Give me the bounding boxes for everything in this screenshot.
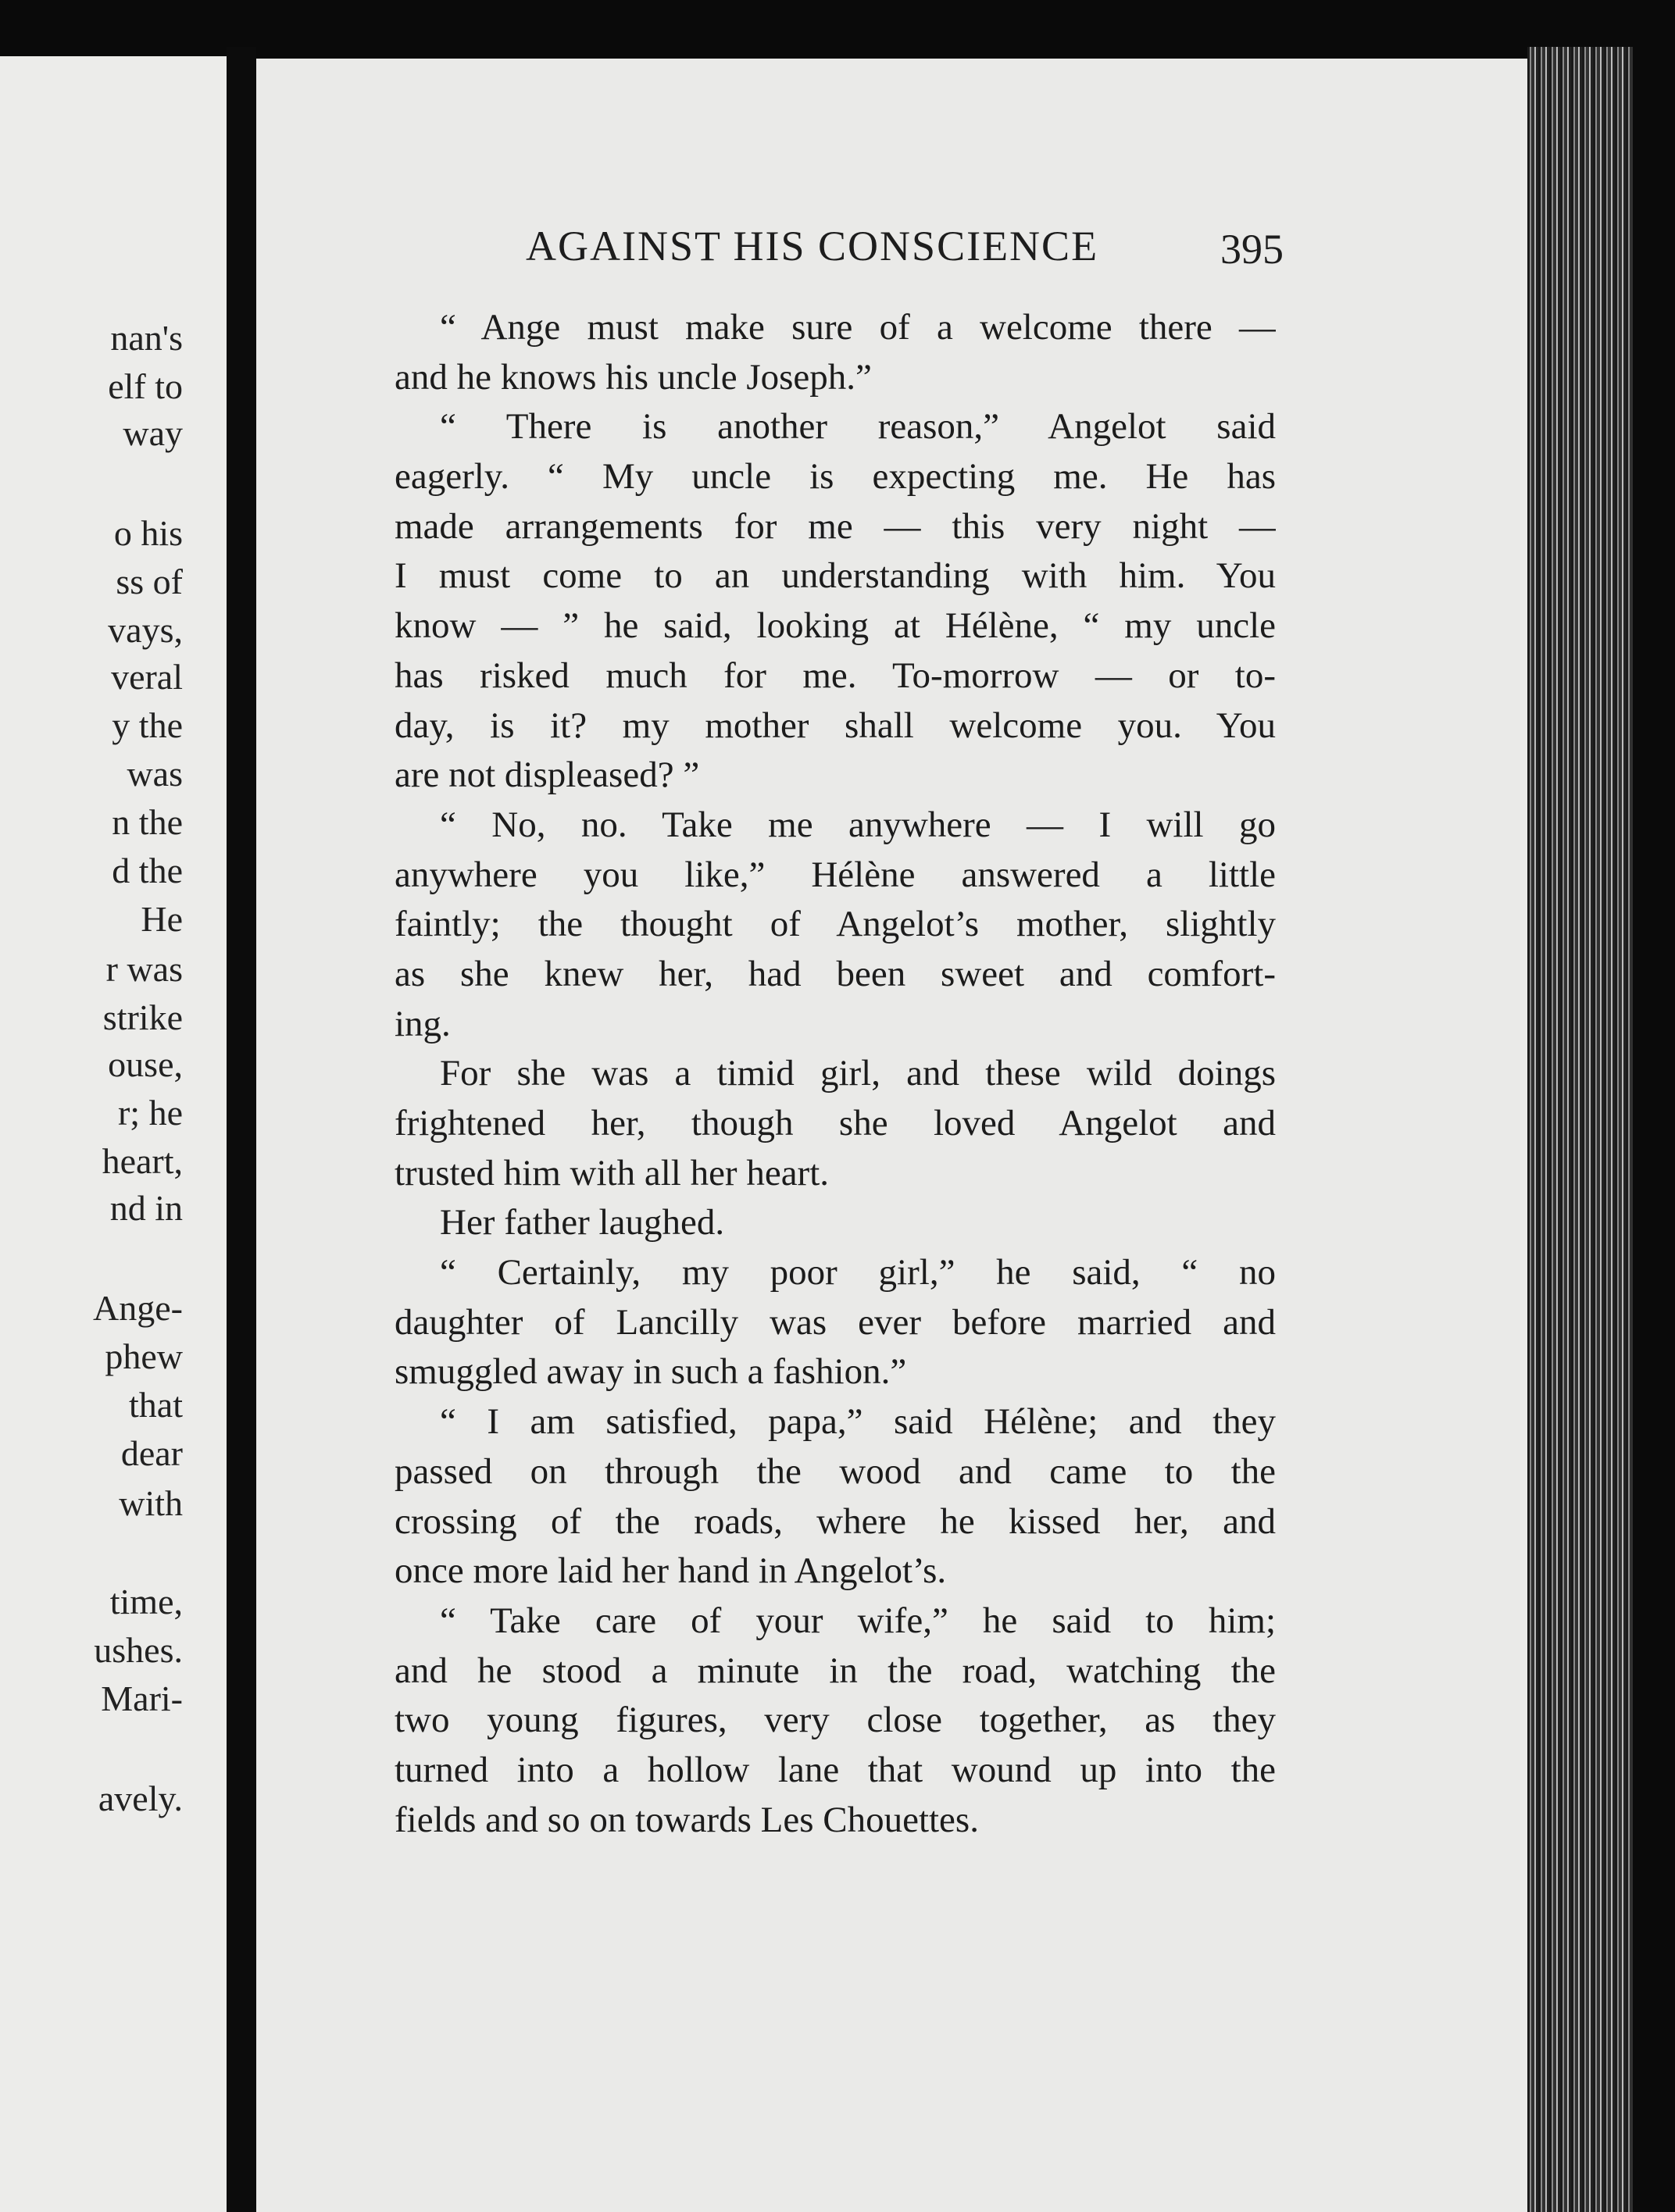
text-line: are not displeased? ” <box>395 755 700 796</box>
book-gutter <box>227 47 256 2212</box>
text-line: “ No, no. Take me anywhere — I will go <box>440 804 1276 845</box>
left-page-fragment: nd in <box>109 1188 183 1228</box>
text-line: has risked much for me. To-morrow — or to- <box>395 655 1276 696</box>
left-page-fragment: r was <box>105 949 183 989</box>
left-page-fragment: veral <box>111 657 183 697</box>
text-line: “ There is another reason,” Angelot said <box>440 406 1276 448</box>
body-text <box>395 303 1276 1845</box>
text-line: frightened her, though she loved Angelot and <box>395 1103 1276 1143</box>
text-line: smuggled away in such a fashion.” <box>395 1351 907 1393</box>
text-line: “ Take care of your wife,” he said to him; <box>440 1600 1276 1641</box>
left-page-fragment: Mari- <box>101 1679 183 1718</box>
left-page-fragment: r; he <box>117 1093 183 1133</box>
left-page-fragment: ouse, <box>108 1044 183 1084</box>
text-line: and he stood a minute in the road, watching the <box>395 1650 1276 1691</box>
text-line: daughter of Lancilly was ever before married and <box>395 1301 1276 1343</box>
text-line: crossing of the roads, where he kissed her, and <box>395 1500 1276 1542</box>
left-page-fragment: Ange- <box>93 1288 183 1328</box>
left-page-fragment: n the <box>112 802 183 842</box>
left-page-fragment: He <box>141 899 183 939</box>
page-number: 395 <box>1220 226 1284 273</box>
edge-shadow <box>1633 47 1675 2212</box>
text-line: once more laid her hand in Angelot’s. <box>395 1550 947 1592</box>
text-line: trusted him with all her heart. <box>395 1152 830 1193</box>
left-page-fragment: was <box>127 754 183 794</box>
text-line: “ I am satisfied, papa,” said Hélène; and they <box>440 1401 1276 1443</box>
left-page-fragment: dear <box>120 1433 183 1473</box>
left-page-fragment: vays, <box>108 610 183 650</box>
left-page <box>0 56 227 2212</box>
left-page-fragment: that <box>129 1385 183 1425</box>
text-line: two young figures, very close together, as they <box>395 1700 1276 1741</box>
text-line: I must come to an understanding with him. You <box>395 555 1276 597</box>
left-page-fragment: ss of <box>116 562 183 601</box>
left-page-fragment: d the <box>112 851 183 890</box>
left-page-fragment: ushes. <box>94 1630 183 1670</box>
text-line: made arrangements for me — this very night — <box>395 505 1276 547</box>
text-line: as she knew her, had been sweet and comfort- <box>395 953 1276 994</box>
left-page-fragment: avely. <box>98 1779 183 1818</box>
left-page-fragment: nan's <box>110 318 183 358</box>
left-page-fragment: y the <box>112 705 183 745</box>
text-line: and he knows his uncle Joseph.” <box>395 356 872 398</box>
text-line: faintly; the thought of Angelot’s mother, slightly <box>395 904 1276 945</box>
left-page-fragment: with <box>119 1483 183 1523</box>
left-page-fragment: way <box>123 413 183 453</box>
text-line: day, is it? my mother shall welcome you. You <box>395 705 1276 746</box>
text-line: eagerly. “ My uncle is expecting me. He has <box>395 456 1276 498</box>
running-title: AGAINST HIS CONSCIENCE <box>526 223 1099 269</box>
left-page-fragment: o his <box>113 513 183 553</box>
text-line: passed on through the wood and came to the <box>395 1450 1276 1492</box>
running-header <box>526 222 1284 276</box>
text-line: Her father laughed. <box>440 1202 725 1243</box>
left-page-fragment: elf to <box>108 366 183 406</box>
left-page-fragment: heart, <box>102 1141 183 1181</box>
text-line: For she was a timid girl, and these wild doings <box>440 1053 1276 1094</box>
text-line: ing. <box>395 1003 451 1044</box>
text-line: anywhere you like,” Hélène answered a little <box>395 854 1276 895</box>
text-line: turned into a hollow lane that wound up into the <box>395 1749 1276 1790</box>
text-line: fields and so on towards Les Chouettes. <box>395 1799 979 1840</box>
left-page-fragment: strike <box>102 997 183 1037</box>
text-line: “ Ange must make sure of a welcome there — <box>440 307 1276 348</box>
left-page-fragment: phew <box>105 1336 183 1376</box>
text-line: know — ” he said, looking at Hélène, “ my uncle <box>395 605 1276 647</box>
text-line: “ Certainly, my poor girl,” he said, “ no <box>440 1252 1276 1293</box>
left-page-fragment: time, <box>109 1582 183 1622</box>
